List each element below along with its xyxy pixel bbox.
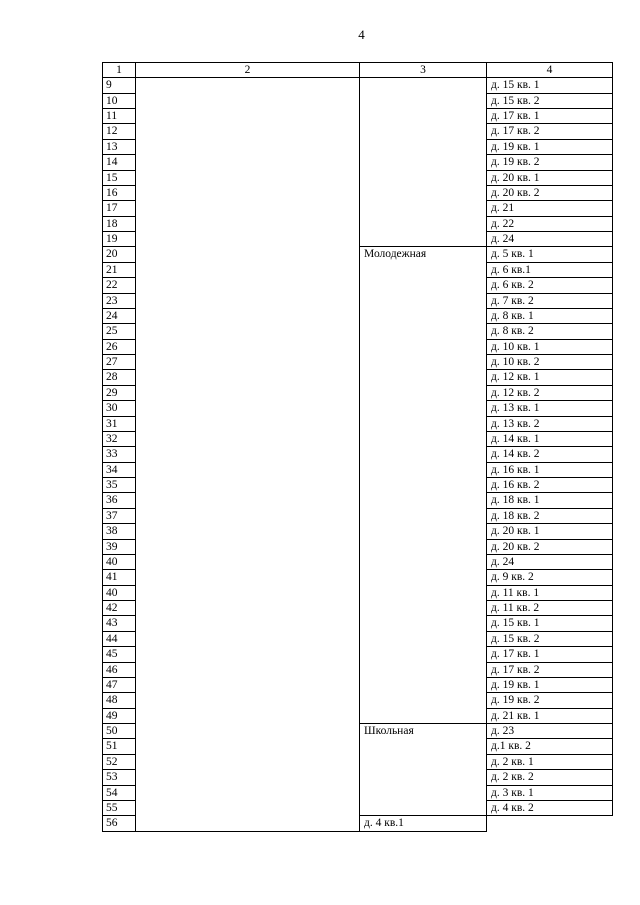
row-number: 9: [103, 78, 136, 93]
row-number: 45: [103, 647, 136, 662]
address-cell: д. 19 кв. 2: [487, 693, 613, 708]
row-number: 36: [103, 493, 136, 508]
row-number: 29: [103, 385, 136, 400]
address-cell: д. 11 кв. 1: [487, 585, 613, 600]
address-cell: д. 18 кв. 2: [487, 508, 613, 523]
address-cell: д. 4 кв. 2: [487, 800, 613, 815]
address-cell: д. 11 кв. 2: [487, 601, 613, 616]
address-cell: д. 17 кв. 2: [487, 662, 613, 677]
address-cell: д. 16 кв. 2: [487, 478, 613, 493]
table-header-row: [103, 63, 613, 78]
row-number: 56: [103, 816, 136, 832]
row-number: 34: [103, 462, 136, 477]
header-col-4: 4: [487, 63, 613, 78]
row-number: 33: [103, 447, 136, 462]
address-cell: д. 7 кв. 2: [487, 293, 613, 308]
row-number: 48: [103, 693, 136, 708]
row-number: 40: [103, 585, 136, 600]
address-cell: д. 24: [487, 232, 613, 247]
row-number: 54: [103, 785, 136, 800]
address-cell: д. 8 кв. 2: [487, 324, 613, 339]
street-cell: Молодежная: [360, 247, 487, 724]
row-number: 35: [103, 478, 136, 493]
address-cell: д. 20 кв. 2: [487, 539, 613, 554]
address-cell: д.1 кв. 2: [487, 739, 613, 754]
row-number: 51: [103, 739, 136, 754]
row-number: 19: [103, 232, 136, 247]
row-number: 10: [103, 93, 136, 108]
row-number: 14: [103, 155, 136, 170]
address-cell: д. 17 кв. 2: [487, 124, 613, 139]
row-number: 37: [103, 508, 136, 523]
row-number: 38: [103, 524, 136, 539]
address-cell: д. 15 кв. 1: [487, 616, 613, 631]
row-number: 28: [103, 370, 136, 385]
row-number: 52: [103, 754, 136, 769]
address-cell: д. 24: [487, 554, 613, 569]
row-number: 23: [103, 293, 136, 308]
row-number: 17: [103, 201, 136, 216]
row-number: 24: [103, 308, 136, 323]
address-cell: д. 14 кв. 1: [487, 431, 613, 446]
address-cell: д. 17 кв. 1: [487, 109, 613, 124]
street-cell: [360, 78, 487, 247]
header-col-2: 2: [136, 63, 360, 78]
row-number: 16: [103, 185, 136, 200]
row-number: 11: [103, 109, 136, 124]
address-cell: д. 14 кв. 2: [487, 447, 613, 462]
row-number: 43: [103, 616, 136, 631]
address-cell: д. 17 кв. 1: [487, 647, 613, 662]
row-number: 18: [103, 216, 136, 231]
row-number: 32: [103, 431, 136, 446]
row-number: 47: [103, 677, 136, 692]
address-cell: д. 6 кв.1: [487, 262, 613, 277]
table-body: [103, 78, 613, 832]
row-number: 20: [103, 247, 136, 262]
address-cell: д. 8 кв. 1: [487, 308, 613, 323]
address-cell: д. 20 кв. 2: [487, 185, 613, 200]
street-cell: Школьная: [360, 724, 487, 816]
address-cell: д. 12 кв. 1: [487, 370, 613, 385]
address-cell: д. 20 кв. 1: [487, 524, 613, 539]
row-number: 41: [103, 570, 136, 585]
address-cell: д. 21: [487, 201, 613, 216]
address-cell: д. 15 кв. 2: [487, 93, 613, 108]
address-cell: д. 10 кв. 2: [487, 355, 613, 370]
address-cell: д. 4 кв.1: [360, 816, 487, 832]
address-cell: д. 16 кв. 1: [487, 462, 613, 477]
row-number: 15: [103, 170, 136, 185]
row-number: 22: [103, 278, 136, 293]
address-cell: д. 13 кв. 2: [487, 416, 613, 431]
address-cell: д. 20 кв. 1: [487, 170, 613, 185]
header-col-1: 1: [103, 63, 136, 78]
address-cell: д. 6 кв. 2: [487, 278, 613, 293]
row-number: 13: [103, 139, 136, 154]
header-col-3: 3: [360, 63, 487, 78]
row-number: 44: [103, 631, 136, 646]
address-cell: д. 21 кв. 1: [487, 708, 613, 723]
row-number: 39: [103, 539, 136, 554]
address-cell: д. 15 кв. 1: [487, 78, 613, 93]
row-number: 30: [103, 401, 136, 416]
address-cell: д. 12 кв. 2: [487, 385, 613, 400]
address-cell: д. 9 кв. 2: [487, 570, 613, 585]
address-cell: д. 13 кв. 1: [487, 401, 613, 416]
row-number: 31: [103, 416, 136, 431]
address-cell: д. 15 кв. 2: [487, 631, 613, 646]
row-number: 49: [103, 708, 136, 723]
address-cell: д. 10 кв. 1: [487, 339, 613, 354]
address-cell: д. 23: [487, 724, 613, 739]
address-cell: д. 19 кв. 1: [487, 139, 613, 154]
page-number: 4: [358, 27, 365, 42]
address-cell: д. 18 кв. 1: [487, 493, 613, 508]
address-cell: д. 2 кв. 2: [487, 770, 613, 785]
address-cell: д. 19 кв. 1: [487, 677, 613, 692]
row-number: 21: [103, 262, 136, 277]
column-2-cell: [136, 78, 360, 832]
row-number: 25: [103, 324, 136, 339]
address-cell: д. 5 кв. 1: [487, 247, 613, 262]
address-cell: д. 3 кв. 1: [487, 785, 613, 800]
row-number: 40: [103, 554, 136, 569]
row-number: 55: [103, 800, 136, 815]
row-number: 53: [103, 770, 136, 785]
row-number: 50: [103, 724, 136, 739]
address-cell: д. 22: [487, 216, 613, 231]
address-cell: д. 2 кв. 1: [487, 754, 613, 769]
row-number: 27: [103, 355, 136, 370]
address-table: [102, 62, 613, 832]
row-number: 12: [103, 124, 136, 139]
row-number: 42: [103, 601, 136, 616]
table-row: [103, 78, 613, 93]
row-number: 46: [103, 662, 136, 677]
address-cell: д. 19 кв. 2: [487, 155, 613, 170]
row-number: 26: [103, 339, 136, 354]
